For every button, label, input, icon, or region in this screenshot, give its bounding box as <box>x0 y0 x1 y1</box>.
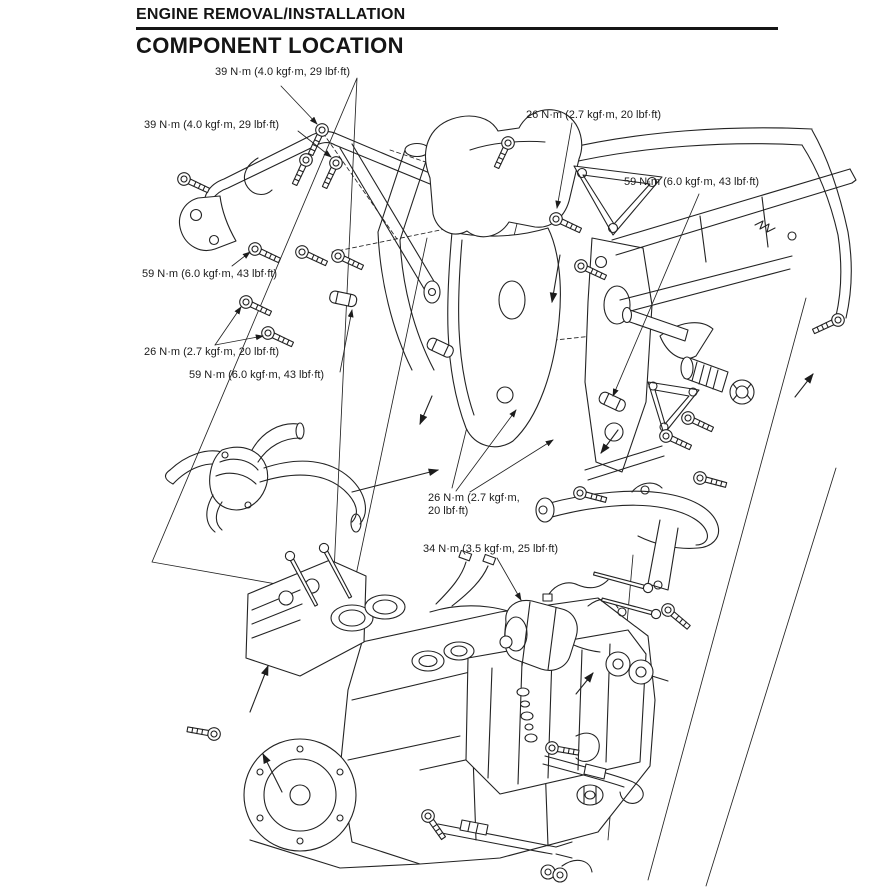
water-hose-assembly <box>165 423 365 532</box>
page-title: COMPONENT LOCATION <box>136 33 404 58</box>
engine-guard-bar <box>536 483 719 590</box>
torque-label-34-starter: 34 N·m (3.5 kgf·m, 25 lbf·ft) <box>423 543 559 555</box>
torque-label-39-top: 39 N·m (4.0 kgf·m, 29 lbf·ft) <box>215 66 351 78</box>
torque-label-59-right: 59 N·m (6.0 kgf·m, 43 lbf·ft) <box>624 176 760 188</box>
torque-label-26-center <box>428 492 520 518</box>
torque-label-26-upper-right: 26 N·m (2.7 kgf·m, 20 lbf·ft) <box>526 109 662 121</box>
section-header: ENGINE REMOVAL/INSTALLATION <box>136 6 406 23</box>
torque-label-59-left: 59 N·m (6.0 kgf·m, 43 lbf·ft) <box>142 268 278 280</box>
torque-label-26-center-line2: 20 lbf·ft) <box>428 505 469 517</box>
torque-label-26-center-line1: 26 N·m (2.7 kgf·m, <box>428 492 520 504</box>
torque-label-39-upper-left: 39 N·m (4.0 kgf·m, 29 lbf·ft) <box>144 119 280 131</box>
engine-block <box>244 542 655 868</box>
torque-label-26-left: 26 N·m (2.7 kgf·m, 20 lbf·ft) <box>144 346 280 358</box>
gusset-plate-right <box>648 382 699 434</box>
torque-label-59-mid: 59 N·m (6.0 kgf·m, 43 lbf·ft) <box>189 369 325 381</box>
